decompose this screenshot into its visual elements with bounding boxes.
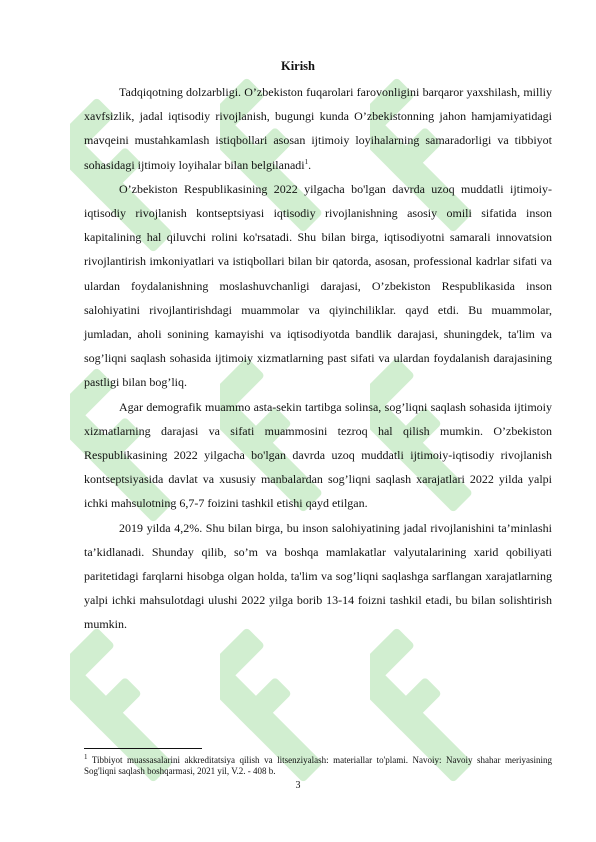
- footnote-reference[interactable]: 1: [304, 157, 309, 166]
- paragraph-text: Tadqiqotning dolzarbligi. O’zbekiston fuqarolari farovonligini barqaror yaxshilash, milliy xavfsizlik, jadal iqtisodiy rivojlanish, bugungi kunda O’zbekistonning jahon hamjamiyatidagi mavqeini mustahkamlash istiqbollari asosan ijtimoiy loyihalarning samaradorligi va tibbiyot sohasidagi ijtimoiy loyihalar bilan belgilanadi: [84, 85, 552, 172]
- footnote: [84, 755, 552, 776]
- paragraph: 2019 yilda 4,2%. Shu bilan birga, bu inson salohiyatining jadal rivojlanishini ta’minlashi ta’kidlanadi. Shunday qilib, so’m va boshqa mamlakatlar valyutalarining xarid qobiliyati paritetidagi farqlarni hisobga olgan holda, ta'lim va sog’liqni saqlashga sarflangan xarajatlarning yalpi ichki mahsulotdagi ulushi 2022 yilga borib 13-14 foizni tashkil etadi, bu bilan solishtirish mumkin.: [84, 520, 552, 632]
- body-text: [84, 80, 552, 637]
- page-number: 3: [295, 780, 301, 791]
- footnote-divider: [84, 748, 202, 749]
- footnote-text: Tibbiyot muassasalarini akkreditatsiya qilish va litsenziyalash: materiallar to'plami. Navoiy: Navoiy shahar meriyasining Sog'liqni saqlash boshqarmasi, 2021 yil, V.2. - 408 b.: [84, 755, 552, 776]
- paragraph: Agar demografik muammo asta-sekin tartibga solinsa, sog’liqni saqlash sohasida ijtimoiy xizmatlarning darajasi va sifati muammosini tezroq hal qilish mumkin. O’zbekiston Respublikasining 2022 yilgacha bo'lgan davrda uzoq muddatli ijtimoiy-iqtisodiy rivojlanish kontseptsiyasida davlat va xususiy manbalardan sog’liqni saqlash xarajatlari 2022 yilda yalpi ichki mahsulotning 6,7-7 foizini tashkil etishi qayd etilgan.: [84, 399, 552, 511]
- page-title: Kirish: [280, 59, 316, 73]
- footnote-marker: 1: [84, 753, 88, 761]
- paragraph-end: .: [308, 157, 312, 172]
- paragraph: [84, 80, 552, 177]
- paragraph: O’zbekiston Respublikasining 2022 yilgacha bo'lgan davrda uzoq muddatli ijtimoiy-iqtisodiy rivojlanish kontseptsiyasi iqtisodiy rivojlanishning asosiy omili sifatida inson kapitalining hal qiluvchi rolini ko'rsatadi. Shu bilan birga, iqtisodiyotni samarali innovatsion rivojlantirish imkoniyatlari va istiqbollari bilan bir qatorda, asosan, professional kadrlar sifati va ulardan foydalanishning moslashuvchanligi darajasi, O’zbekiston Respublikasida inson salohiyatini rivojlantirishdagi muammolar va qiyinchiliklar. qayd etdi. Bu muammolar, jumladan, aholi sonining kamayishi va iqtisodiyotda bandlik darajasi, shuningdek, ta'lim va sog’liqni saqlash sohasida ijtimoiy xizmatlarning past sifati va ulardan foydalanish darajasining pastligi bilan bog’liq.: [84, 181, 552, 390]
